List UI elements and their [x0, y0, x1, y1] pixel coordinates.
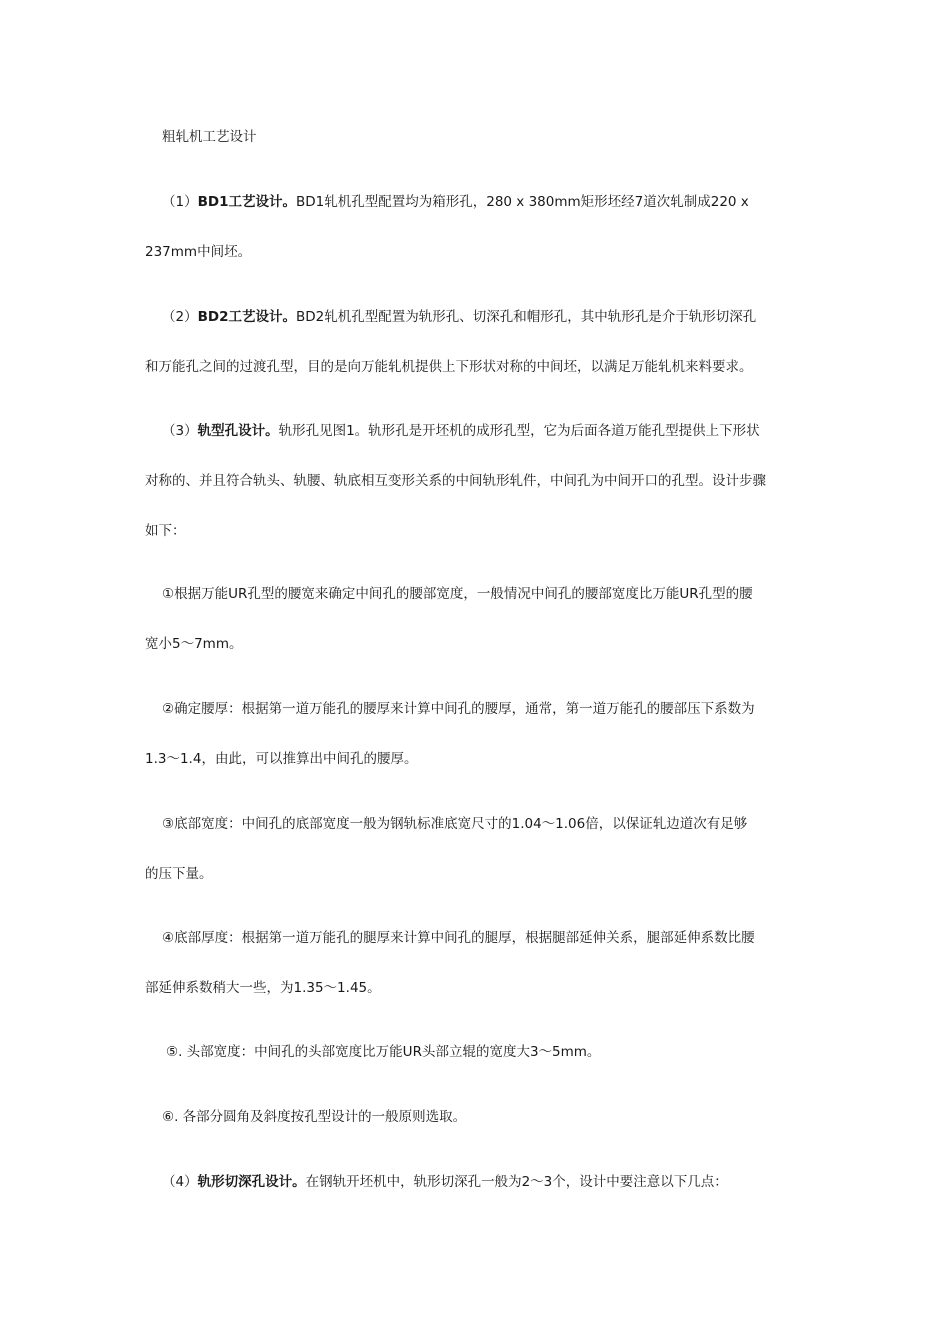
section-3-heading: 轨型孔设计。: [197, 423, 279, 439]
section-1-number: （1）: [162, 194, 198, 210]
section-1-line-1: [162, 192, 749, 212]
step-6-line-1: ⑥. 各部分圆角及斜度按孔型设计的一般原则选取。: [162, 1109, 467, 1125]
section-4-heading: 轨形切深孔设计。: [197, 1174, 306, 1190]
section-4-number: （4）: [162, 1174, 198, 1190]
step-1-line-2: 宽小5～7mm。: [145, 636, 243, 652]
section-1-text: BD1轧机孔型配置均为箱形孔，280 x 380mm矩形坯经7道次轧制成220 x: [295, 194, 749, 210]
section-3-number: （3）: [162, 423, 198, 439]
section-2-line-1: [162, 307, 756, 327]
section-4-text: 在钢轨开坯机中，轨形切深孔一般为2～3个，设计中要注意以下几点：: [305, 1174, 728, 1190]
section-2-heading: BD2工艺设计。: [197, 309, 296, 325]
step-2-line-2: 1.3～1.4，由此，可以推算出中间孔的腰厚。: [145, 751, 418, 767]
section-3-line-2: 对称的、并且符合轨头、轨腰、轨底相互变形关系的中间轨形轧件，中间孔为中间开口的孔型。设计步骤: [145, 473, 766, 489]
step-3-line-1: ③底部宽度：中间孔的底部宽度一般为钢轨标准底宽尺寸的1.04～1.06倍，以保证轧边道次有足够: [162, 816, 748, 832]
section-2-text: BD2轧机孔型配置为轨形孔、切深孔和帽形孔，其中轨形孔是介于轨形切深孔: [295, 309, 757, 325]
section-3-line-3: 如下：: [145, 523, 186, 539]
section-1-line-2: 237mm中间坯。: [145, 244, 252, 260]
step-5-line-1: ⑤. 头部宽度：中间孔的头部宽度比万能UR头部立辊的宽度大3～5mm。: [166, 1044, 601, 1060]
section-1-heading: BD1工艺设计。: [197, 194, 296, 210]
step-1-line-1: ①根据万能UR孔型的腰宽来确定中间孔的腰部宽度，一般情况中间孔的腰部宽度比万能UR孔型的腰: [162, 586, 753, 602]
step-3-line-2: 的压下量。: [145, 866, 213, 882]
section-3-text: 轨形孔见图1。轨形孔是开坯机的成形孔型，它为后面各道万能孔型提供上下形状: [278, 423, 760, 439]
step-4-line-2: 部延伸系数稍大一些，为1.35～1.45。: [145, 980, 381, 996]
section-3-line-1: [162, 421, 760, 441]
section-2-number: （2）: [162, 309, 198, 325]
step-4-line-1: ④底部厚度：根据第一道万能孔的腿厚来计算中间孔的腿厚，根据腿部延伸关系，腿部延伸系数比腰: [162, 930, 755, 946]
doc-title: 粗轧机工艺设计: [162, 129, 257, 145]
section-2-line-2: 和万能孔之间的过渡孔型，目的是向万能轧机提供上下形状对称的中间坯，以满足万能轧机来料要求。: [145, 359, 753, 375]
step-2-line-1: ②确定腰厚：根据第一道万能孔的腰厚来计算中间孔的腰厚，通常，第一道万能孔的腰部压下系数为: [162, 701, 755, 717]
section-4-line-1: [162, 1172, 728, 1192]
